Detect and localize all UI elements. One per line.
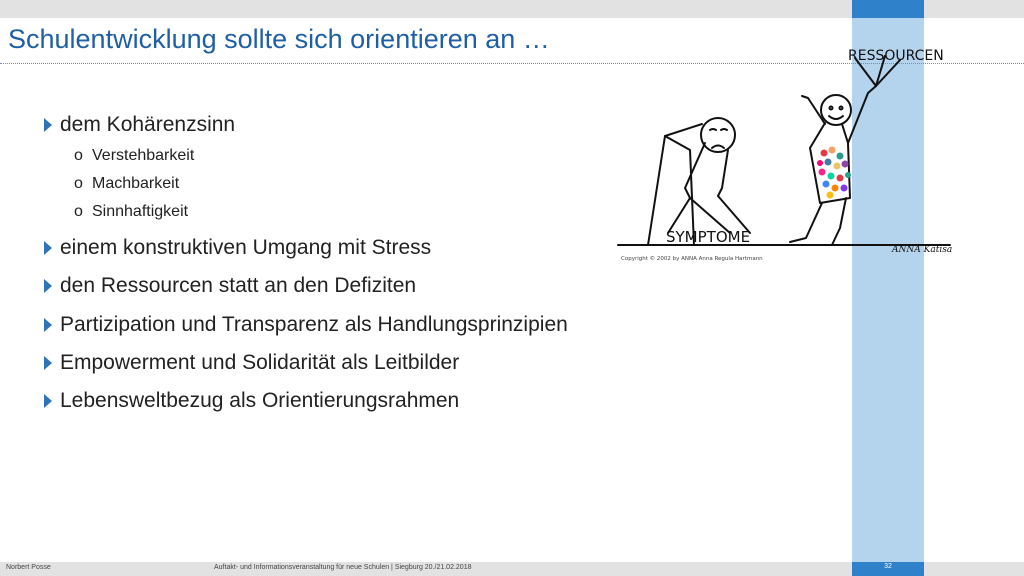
- colorful-resource-dots: [817, 147, 851, 199]
- bullet-text: Empowerment und Solidarität als Leitbilder: [60, 351, 460, 374]
- bullet-item: [44, 111, 235, 139]
- artist-signature: ANNA Katisa: [892, 245, 953, 255]
- illustration-copyright: Copyright © 2002 by ANNA Anna Regula Hartmann: [621, 256, 763, 262]
- right-accent-stripe-top: [852, 0, 924, 18]
- sub-bullet-marker: o: [74, 147, 83, 164]
- bullet-item: [44, 311, 568, 339]
- bullet-arrow-icon: [44, 279, 52, 293]
- footer-event: Auftakt- und Informationsveranstaltung für neue Schulen | Siegburg 20./21.02.2018: [214, 564, 472, 571]
- happy-figure: [790, 86, 876, 245]
- bullet-text: Partizipation und Transparenz als Handlungsprinzipien: [60, 313, 568, 336]
- symptoms-resources-illustration: [610, 38, 970, 268]
- bullet-item: [44, 387, 459, 415]
- bullet-arrow-icon: [44, 356, 52, 370]
- bullet-text: Lebensweltbezug als Orientierungsrahmen: [60, 389, 460, 412]
- footer-author: Norbert Posse: [6, 564, 51, 571]
- bullet-arrow-icon: [44, 118, 52, 132]
- page-number: 32: [884, 563, 892, 570]
- bullet-arrow-icon: [44, 318, 52, 332]
- sub-bullet-text: Verstehbarkeit: [92, 147, 195, 164]
- bullet-item: [44, 272, 416, 300]
- sub-bullet-item: [74, 201, 188, 223]
- bullet-item: [44, 234, 431, 262]
- sub-bullet-item: [74, 173, 179, 195]
- symptoms-label: SYMPTOME: [666, 228, 751, 246]
- resources-label: RESSOURCEN: [848, 48, 944, 64]
- slide-title: Schulentwicklung sollte sich orientieren an …: [8, 24, 550, 54]
- bullet-item: [44, 349, 459, 377]
- bullet-arrow-icon: [44, 241, 52, 255]
- sub-bullet-text: Machbarkeit: [92, 175, 180, 192]
- sub-bullet-marker: o: [74, 175, 83, 192]
- bullet-text: den Ressourcen statt an den Defiziten: [60, 274, 417, 297]
- sub-bullet-item: [74, 145, 194, 167]
- sub-bullet-marker: o: [74, 203, 83, 220]
- bullet-text: dem Kohärenzsinn: [60, 113, 236, 136]
- bullet-text: einem konstruktiven Umgang mit Stress: [60, 236, 432, 259]
- bullet-arrow-icon: [44, 394, 52, 408]
- sub-bullet-text: Sinnhaftigkeit: [92, 203, 189, 220]
